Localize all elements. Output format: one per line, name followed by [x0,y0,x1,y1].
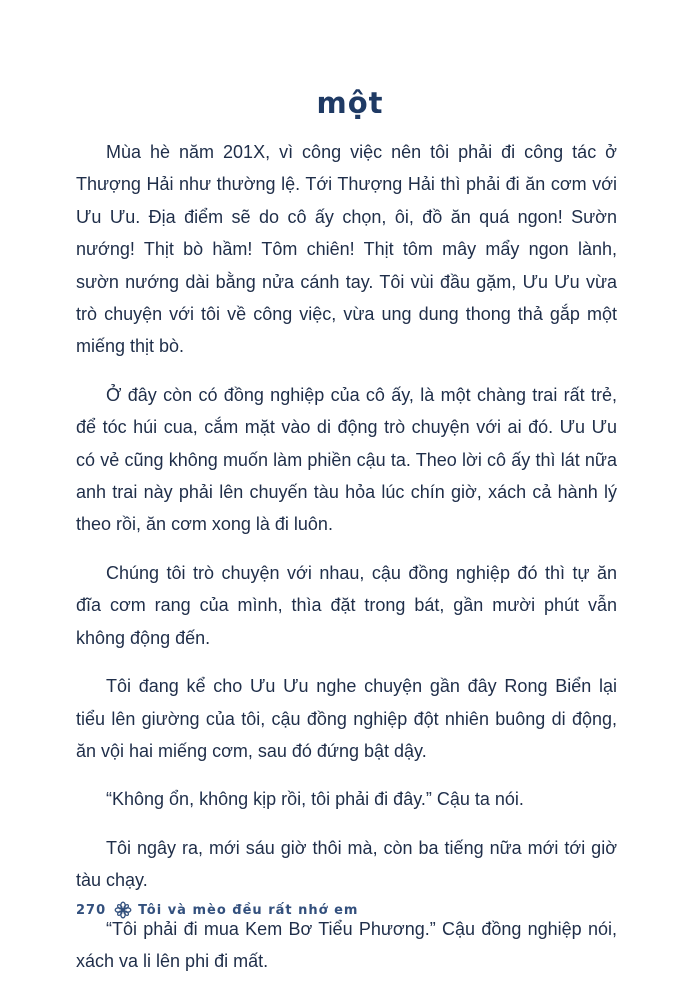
paragraph: Tôi đang kể cho Ưu Ưu nghe chuyện gần đây Rong Biển lại tiểu lên giường của tôi, cậu đồng nghiệp đột nhiên buông di động, ăn vội hai miếng cơm, sau đó đứng bật dậy. [76,676,617,761]
paragraph: Mùa hè năm 201X, vì công việc nên tôi phải đi công tác ở Thượng Hải như thường lệ. Tới Thượng Hải thì phải đi ăn cơm với Ưu Ưu. Địa điểm sẽ do cô ấy chọn, ôi, đồ ăn quá ngon! Sườn nướng! Thịt bò hầm! Tôm chiên! Thịt tôm mây mẩy ngon lành, sườn nướng dài bằng nửa cánh tay. Tôi vùi đầu gặm, Ưu Ưu vừa trò chuyện với tôi về công việc, vừa ung dung thong thả gắp một miếng thịt bò. [76,142,617,357]
paragraph: Chúng tôi trò chuyện với nhau, cậu đồng nghiệp đó thì tự ăn đĩa cơm rang của mình, thìa đặt trong bát, gần mười phút vẫn không động đến. [76,562,617,648]
book-title: Tôi và mèo đều rất nhớ em [138,902,359,918]
paragraph: Tôi ngây ra, mới sáu giờ thôi mà, còn ba tiếng nữa mới tới giờ tàu chạy. [76,837,617,891]
page-number: 270 [76,902,107,918]
chapter-title: một [316,86,384,120]
page-footer [76,898,358,922]
flower-icon [114,901,132,919]
paragraph: “Không ổn, không kịp rồi, tôi phải đi đây.” Cậu ta nói. [106,789,524,810]
paragraph: Ở đây còn có đồng nghiệp của cô ấy, là một chàng trai rất trẻ, để tóc húi cua, cắm mặt vào di động trò chuyện với ai đó. Ưu Ưu có vẻ cũng không muốn làm phiền cậu ta. Theo lời cô ấy thì lát nữa anh trai này phải lên chuyến tàu hỏa lúc chín giờ, xách cả hành lý theo rồi, ăn cơm xong là đi luôn. [76,384,617,535]
chapter-body [76,136,617,993]
paragraph: “Tôi phải đi mua Kem Bơ Tiểu Phương.” Cậu đồng nghiệp nói, xách va li lên phi đi mất. [76,918,617,971]
